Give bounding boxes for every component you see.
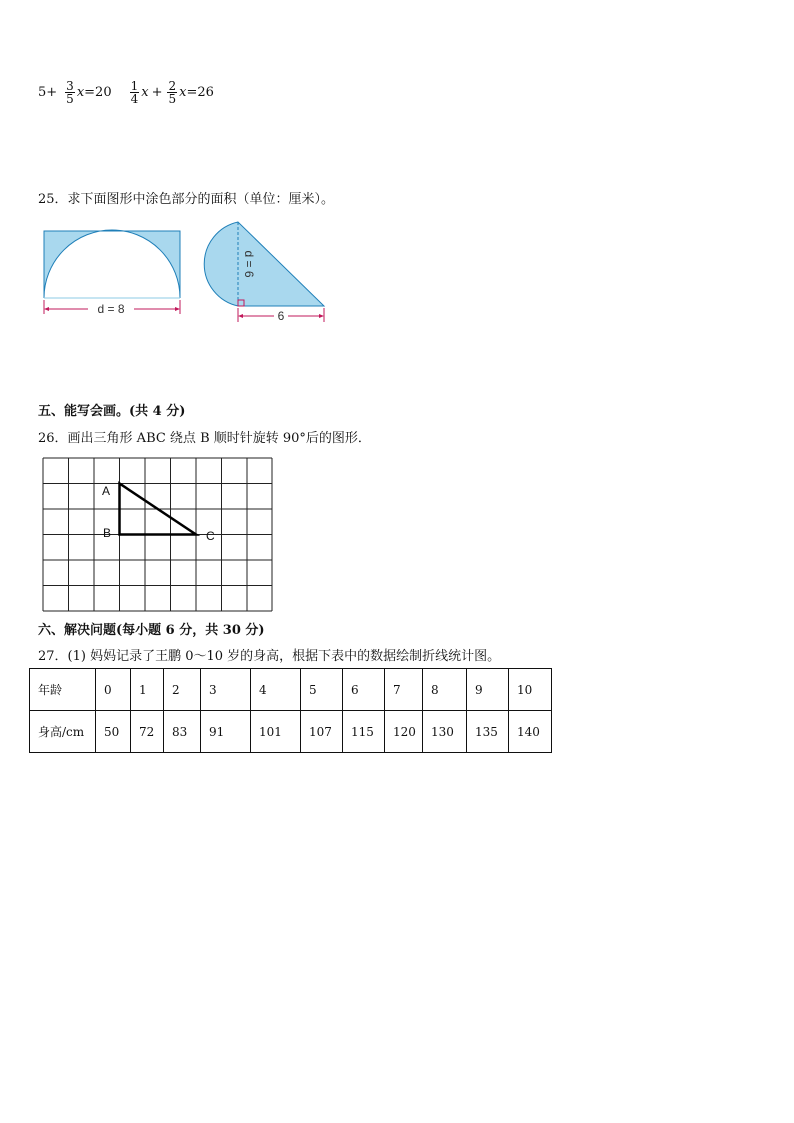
fig2-diameter-label: d = 6 (242, 250, 256, 278)
table-cell: 7 (385, 669, 423, 711)
q25-figures (38, 220, 338, 330)
q26-grid (40, 455, 276, 615)
point-c-label: C (206, 529, 215, 543)
table-row-height (30, 711, 552, 753)
table-cell: 9 (467, 669, 509, 711)
table-cell: 135 (467, 711, 509, 753)
row-header-age: 年龄 (30, 669, 96, 711)
height-table (29, 668, 552, 753)
table-row-age (30, 669, 552, 711)
table-cell: 3 (201, 669, 251, 711)
eq1-lead: 5+ (38, 85, 58, 100)
eq2-rhs: =26 (186, 85, 214, 100)
table-cell: 6 (343, 669, 385, 711)
figure-semicircle-triangle (204, 222, 324, 323)
table-cell: 101 (251, 711, 301, 753)
section5-heading: 五、能写会画。(共 4 分) (38, 404, 186, 419)
fig2-base-label: 6 (277, 309, 285, 323)
table-cell: 1 (131, 669, 164, 711)
table-cell: 8 (423, 669, 467, 711)
table-cell: 130 (423, 711, 467, 753)
table-cell: 83 (164, 711, 201, 753)
fig1-diameter-label: d = 8 (97, 302, 125, 316)
section6-heading: 六、解决问题(每小题 6 分，共 30 分) (38, 623, 265, 638)
eq1-variable: x (76, 85, 85, 100)
table-cell: 5 (301, 669, 343, 711)
figure-rectangle-semicircle (44, 230, 180, 316)
q27-text: 27．(1) 妈妈记录了王鹏 0～10 岁的身高，根据下表中的数据绘制折线统计图。 (38, 649, 501, 664)
q25-text: 25．求下面图形中涂色部分的面积（单位：厘米）。 (38, 192, 335, 207)
eq2-variable-2: x (179, 85, 187, 100)
table-cell: 107 (301, 711, 343, 753)
equations-row (38, 80, 214, 105)
table-cell: 91 (201, 711, 251, 753)
eq1-rhs: =20 (84, 85, 112, 100)
table-cell: 115 (343, 711, 385, 753)
table-cell: 2 (164, 669, 201, 711)
eq2-fraction-1: $\frac{1}{4}$ (130, 79, 139, 106)
table-cell: 120 (385, 711, 423, 753)
table-cell: 0 (96, 669, 131, 711)
table-cell: 4 (251, 669, 301, 711)
q26-text: 26．画出三角形 ABC 绕点 B 顺时针旋转 90°后的图形． (38, 431, 371, 446)
point-b-label: B (103, 526, 112, 540)
eq2-variable-1: x (141, 85, 149, 100)
eq2-plus: + (151, 85, 163, 100)
eq2-fraction-2: $\frac{2}{5}$ (168, 79, 177, 106)
table-cell: 10 (509, 669, 552, 711)
table-cell: 140 (509, 711, 552, 753)
eq1-fraction: $\frac{3}{5}$ (66, 79, 74, 106)
row-header-height: 身高/cm (30, 711, 96, 753)
table-cell: 50 (96, 711, 131, 753)
table-cell: 72 (131, 711, 164, 753)
point-a-label: A (102, 484, 111, 498)
